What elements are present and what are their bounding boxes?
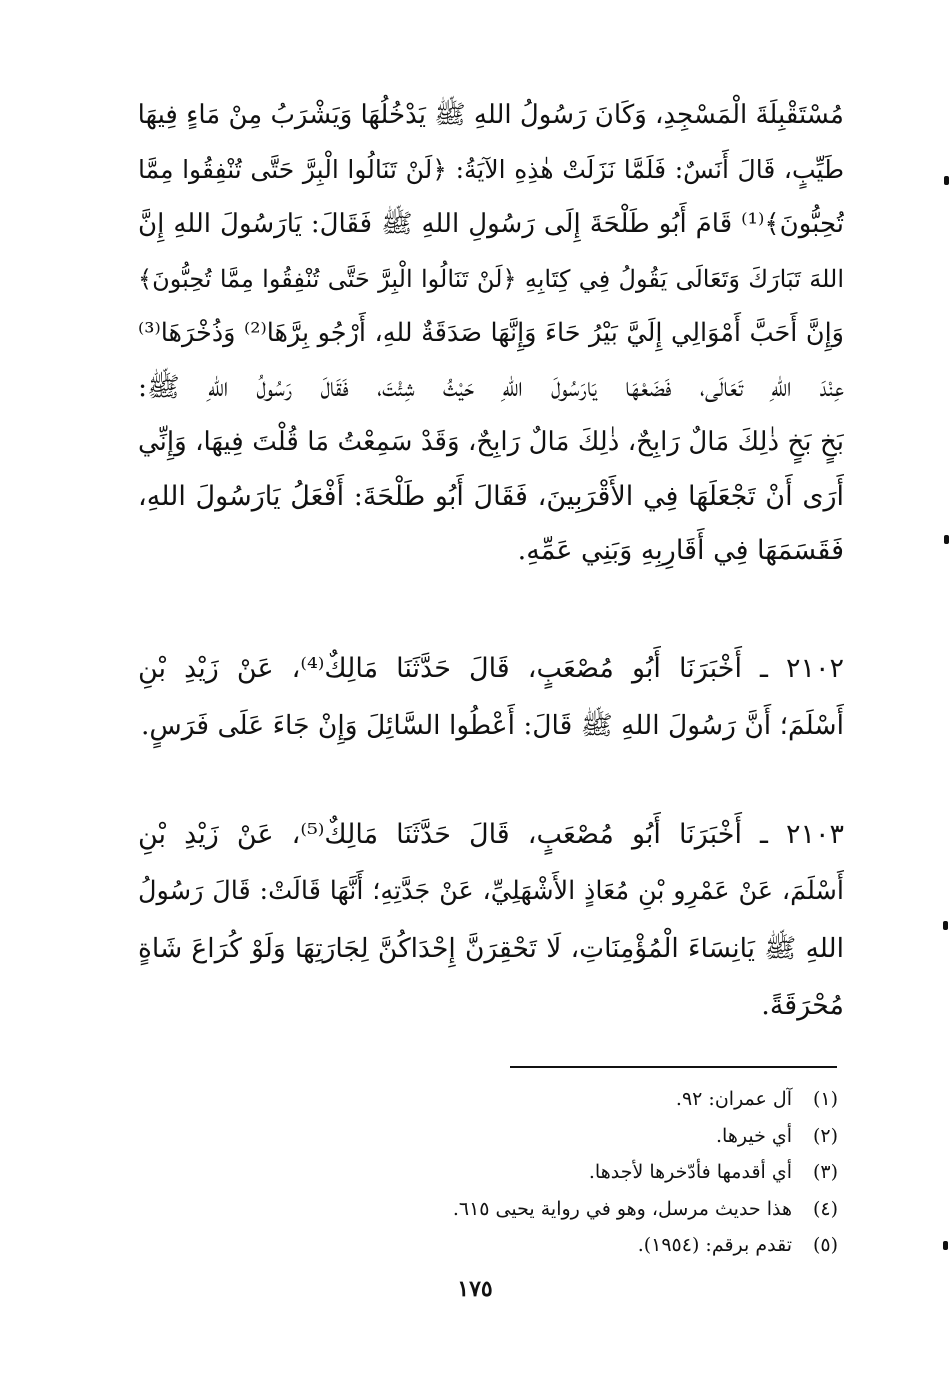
footnote-3 — [278, 1154, 838, 1191]
text-line: مُسْتَقْبِلَةَ الْمَسْجِدِ، وَكَانَ رَسُولُ اللهِ ﷺ يَدْخُلُهَا وَيَشْرَبُ مِنْ مَاءٍ فِيهَا — [138, 100, 844, 130]
scan-edge-mark — [944, 535, 949, 544]
footnote-number: (٥) — [812, 1234, 838, 1256]
text-line: طَيِّبٍ، قَالَ أَنَسٌ: فَلَمَّا نَزَلَتْ هٰذِهِ الآيَةُ: ﴿لَنْ تَنَالُوا الْبِرَّ حَتَّى تُنْفِقُوا مِمَّا — [138, 154, 844, 184]
footnote-text: آل عمران: ٩٢. — [675, 1088, 792, 1110]
footnote-2 — [278, 1118, 838, 1155]
text-line: تُحِبُّونَ﴾⁽¹⁾ قَامَ أَبُو طَلْحَةَ إِلَى رَسُولِ اللهِ ﷺ فَقَالَ: يَارَسُولَ اللهِ إِنَّ — [138, 209, 844, 239]
text-line: اللهِ ﷺ يَانِسَاءَ الْمُؤْمِنَاتِ، لَا تَحْقِرَنَّ إِحْدَاكُنَّ لِجَارَتِهَا وَلَوْ كُرَاعَ شَاةٍ — [138, 933, 844, 964]
footnote-number: (١) — [812, 1088, 838, 1110]
text-line: عِنْدَ اللهِ تَعَالَى، فَضَعْهَا يَارَسُولَ اللهِ حَيْثُ شِئْتَ، فَقَالَ رَسُولُ اللهِ ﷺ: — [138, 371, 844, 403]
scan-edge-mark — [943, 1241, 948, 1250]
text-line: أَسْلَمَ، عَنْ عَمْرِو بْنِ مُعَاذٍ الأَشْهَلِيِّ، عَنْ جَدَّتِهِ؛ أَنَّهَا قَالَتْ: قَالَ رَسُولُ — [138, 876, 844, 906]
text-line: فَقَسَمَهَا فِي أَقَارِبِهِ وَبَنِي عَمِّهِ. — [517, 535, 844, 566]
text-line: ٢١٠٣ ـ أَخْبَرَنَا أَبُو مُصْعَبٍ، قَالَ حَدَّثَنَا مَالِكٌ⁽⁵⁾، عَنْ زَيْدِ بْنِ — [138, 819, 844, 850]
footnote-5 — [278, 1227, 838, 1264]
footnote-number: (٤) — [812, 1197, 838, 1220]
paragraph-abu-talha — [138, 88, 844, 579]
text-line: وَإِنَّ أَحَبَّ أَمْوَالِي إِلَيَّ بَيْرُ حَاءَ وَإِنَّهَا صَدَقَةٌ للهِ، أَرْجُو بِرَّهَا⁽²⁾ وَذُخْرَهَا⁽³⁾ — [138, 318, 844, 348]
footnote-1 — [278, 1081, 838, 1118]
text-line: بَخٍ بَخٍ ذٰلِكَ مَالٌ رَابِحٌ، ذٰلِكَ مَالٌ رَابِحٌ، وَقَدْ سَمِعْتُ مَا قُلْتَ فِيهَا، وَإِنِّي — [138, 427, 844, 457]
footnote-4 — [278, 1191, 838, 1228]
footnote-divider — [510, 1066, 837, 1068]
scan-edge-mark — [943, 921, 948, 930]
page-number: ١٧٥ — [457, 1276, 493, 1302]
footnote-text: أي خيرها. — [716, 1124, 792, 1147]
text-line: اللهَ تَبَارَكَ وَتَعَالَى يَقُولُ فِي كِتَابِهِ ﴿لَنْ تَنَالُوا الْبِرَّ حَتَّى تُنْفِقُوا مِمَّا تُحِبُّونَ﴾ — [138, 264, 844, 293]
footnote-number: (٣) — [812, 1161, 838, 1183]
text-line: ٢١٠٢ ـ أَخْبَرَنَا أَبُو مُصْعَبٍ، قَالَ حَدَّثَنَا مَالِكٌ⁽⁴⁾، عَنْ زَيْدِ بْنِ — [138, 653, 844, 684]
text-line: أَرَى أَنْ تَجْعَلَهَا فِي الأَقْرَبِينَ، فَقَالَ أَبُو طَلْحَةَ: أَفْعَلُ يَارَسُولَ اللهِ، — [138, 480, 844, 512]
text-line: مُحْرَقَةً. — [761, 990, 844, 1021]
hadith-2103 — [138, 806, 844, 1034]
footnote-number: (٢) — [812, 1124, 838, 1147]
footnotes — [278, 1081, 838, 1264]
scan-edge-mark — [944, 176, 949, 185]
footnote-text: أي أقدمها فأدّخرها لأجدها. — [588, 1161, 792, 1183]
text-line: أَسْلَمَ؛ أَنَّ رَسُولَ اللهِ ﷺ قَالَ: أَعْطُوا السَّائِلَ وَإِنْ جَاءَ عَلَى فَرَسٍ. — [140, 710, 844, 741]
footnote-text: تقدم برقم: (١٩٥٤). — [637, 1234, 792, 1256]
footnote-text: هذا حديث مرسل، وهو في رواية يحيى ٦١٥. — [452, 1197, 792, 1220]
hadith-2102 — [138, 640, 844, 754]
